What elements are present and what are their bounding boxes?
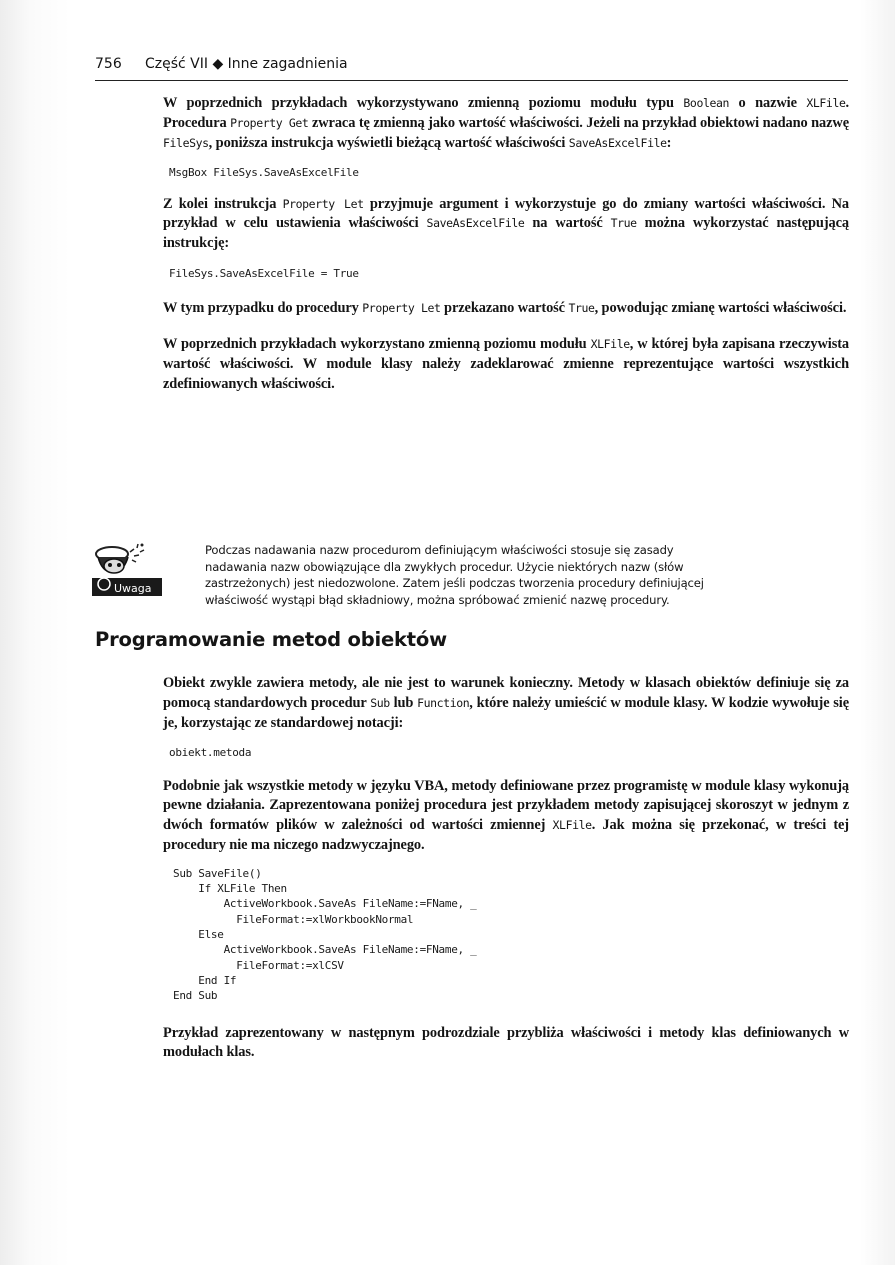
note-line-4: właściwość wystąpi błąd składniowy, można spróbować zmienić nazwę procedury. (205, 592, 670, 607)
note-box (92, 542, 852, 612)
note-icon (92, 542, 162, 604)
code-line: If XLFile Then (173, 882, 287, 896)
running-head: Część VII ◆ Inne zagadnienia (145, 56, 348, 72)
page-number: 756 (95, 56, 122, 72)
code-line: End If (173, 973, 237, 987)
note-line-2: nadawania nazw obowiązujące dla zwykłych procedur. Użycie niektórych nazw (słów (205, 559, 684, 574)
code-snippet-3: obiekt.metoda (169, 746, 252, 760)
paragraph-4: W poprzednich przykładach wykorzystano zmienną poziomu modułu XLFile, w której była zapisana rzeczywista wartość właściwości. W module klasy należy zadeklarować zmienne reprezentujące wartości wszystkich zdefiniowanych właściwości. (163, 336, 849, 392)
code-line: FileFormat:=xlCSV (173, 958, 344, 972)
code-line: End Sub (173, 989, 218, 1003)
section-heading: Programowanie metod obiektów (95, 628, 447, 651)
code-snippet-1: MsgBox FileSys.SaveAsExcelFile (169, 166, 359, 180)
code-line: ActiveWorkbook.SaveAs FileName:=FName, _ (173, 943, 477, 957)
page-header (95, 54, 848, 81)
paragraph-1: W poprzednich przykładach wykorzystywano zmienną poziomu modułu typu Boolean o nazwie XLFile. Procedura Property Get zwraca tę zmienną jako wartość właściwości. Jeżeli na przykład obiektowi nadano nazwę FileSys, poniższa instrukcja wyświetli bieżącą wartość właściwości SaveAsExcelFile: (163, 95, 849, 151)
paragraph-5: Obiekt zwykle zawiera metody, ale nie jest to warunek konieczny. Metody w klasach obiektów definiuje się za pomocą standardowych procedur Sub lub Function, które należy umieścić w module klasy. W kodzie wywołuje się je, korzystając ze standardowej notacji: (163, 675, 849, 731)
code-line: FileFormat:=xlWorkbookNormal (173, 912, 414, 926)
paragraph-3: W tym przypadku do procedury Property Let przekazano wartość True, powodując zmianę wartości właściwości. (163, 300, 847, 317)
main-content (163, 94, 849, 395)
note-line-3: zastrzeżonych) jest niedozwolone. Zatem jeśli podczas tworzenia procedury definiującej (205, 576, 704, 590)
lightbulb-gear-icon (92, 542, 162, 604)
code-line: Sub SaveFile() (173, 866, 262, 880)
paragraph-6: Podobnie jak wszystkie metody w języku VBA, metody definiowane przez programistę w module klasy wykonują pewne działania. Zaprezentowana poniżej procedura jest przykładem metody zapisującej skoroszyt w jednym z dwóch formatów plików w zależności od wartości zmiennej XLFile. Jak można się przekonać, w treści tej procedury nie ma niczego nadzwyczajnego. (163, 777, 850, 854)
paragraph-7: Przykład zaprezentowany w następnym podrozdziale przybliża właściwości i metody klas definiowanych w modułach klas. (163, 1024, 849, 1061)
paragraph-2: Z kolei instrukcja Property Let przyjmuje argument i wykorzystuje go do zmiany wartości właściwości. Na przykład w celu ustawienia właściwości SaveAsExcelFile na wartość True można wykorzystać następującą instrukcję: (163, 195, 849, 252)
note-line-1: Podczas nadawania nazw procedurom definiującym właściwości stosuje się zasady (205, 543, 674, 557)
code-block (173, 866, 849, 1004)
code-snippet-2: FileSys.SaveAsExcelFile = True (169, 267, 359, 281)
section-content (163, 674, 849, 1063)
note-text (205, 542, 845, 608)
code-line: Else (173, 928, 224, 942)
code-line: ActiveWorkbook.SaveAs FileName:=FName, _ (173, 897, 477, 911)
note-label: Uwaga (114, 582, 152, 595)
